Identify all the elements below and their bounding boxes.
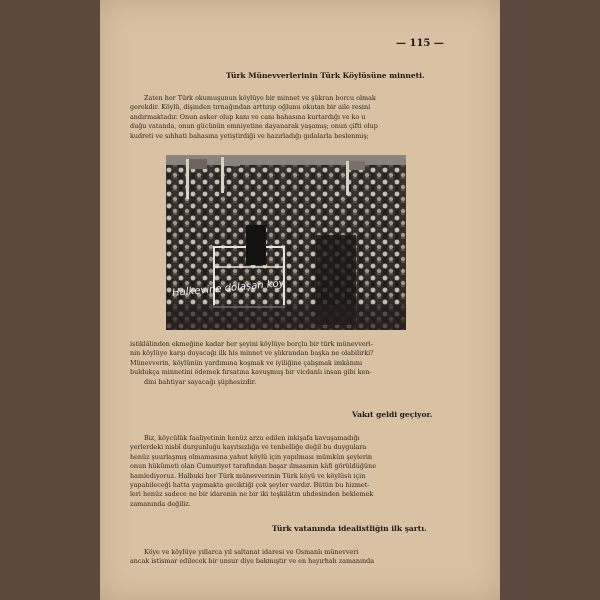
text-line: leri henüz sadece ne bir idarenin ne bir iki teşkilâtın uhdesinden beklemek	[130, 490, 374, 499]
text-line: buldukça minnetini ödemek fırsatına kavuşmuş bir vicdanlı insan gibi ken-	[130, 368, 372, 377]
text-line: yapabileceği hatta yapmakta geciktiği çok şeyler vardır. Bütün bu hizmet-	[130, 481, 370, 490]
book-page	[100, 0, 500, 600]
page-number: — 115 —	[396, 38, 444, 49]
text-line: Zaten her Türk okumuşunun köylüye bir minnet ve şükran borcu olmak	[144, 94, 376, 102]
section-heading-vakit: Vakıt geldi geçiyor.	[352, 410, 433, 419]
paragraph-3	[130, 434, 476, 509]
text-line: hamlediyoruz. Halbuki her Türk münevverinin Türk köyü ve köylüsü için	[130, 471, 366, 480]
text-line: ancak istismar edilecek bir unsur diye bakmıştır ve en hayırhah zamanında	[130, 557, 375, 566]
paragraph-4	[130, 548, 476, 567]
text-line: zamanında değiliz.	[130, 499, 191, 508]
text-line: duğu vatanda, onun gücünün emniyetine dayanarak yaşamış; onun çifti olup	[130, 122, 378, 131]
text-line: yerlerdeki nisbî durgunluğu kayıtsızlığa ve tenbelliğe değil bu duygulara	[130, 443, 367, 452]
photo-caption: Halkevine dolaşan köy	[171, 278, 286, 299]
text-line: istiklâlinden ekmeğine kadar her şeyini köylüye borçlu bir türk münevveri-	[130, 340, 373, 348]
text-line: nin köylüye karşı duyacağı ilk his minnet ve şükrandan başka ne olabilirki?	[130, 349, 374, 358]
text-line: kudreti ve sıhhati bahasına yetiştirdiği ve hazırladığı gıdalarla beslenmiş;	[130, 131, 369, 140]
paragraph-1	[130, 94, 476, 141]
text-line: andırmaktadır. Onun asker olup kanı ve canı bahasına kurtardığı ve ko u	[130, 112, 366, 121]
text-line: henüz şuurlaşmış olmamasına yahut köylü için yapılması mümkün şeylerin	[130, 452, 373, 461]
text-line: Biz, köycülük faaliyetinin henüz arzu edilen inkişafa kavuşamadığı	[144, 434, 360, 442]
text-line: onun hükümeti olan Cumuriyet tarafından başar ılmasının kâfi görüldüğüne	[130, 462, 376, 471]
section-heading-idealistlik: Türk vatanında idealistliğin ilk şartı.	[272, 524, 427, 533]
section-heading-minnet: Türk Münevverlerinin Türk Köylüsüne minneti.	[226, 71, 425, 80]
text-line: Köye ve köylüye yıllarca yıl saltanat idaresi ve Osmanlı münevveri	[144, 548, 359, 556]
text-line: dini bahtiyar sayacağı şüphesizdir.	[144, 377, 257, 386]
text-line: Münevverin, köylünün yardımına koşmak ve iyiliğine çalışmak imkânını	[130, 358, 363, 367]
text-line: gerekdir. Köylü, dişinden tırnağından arttırıp oğlunu okutan bir aile resini	[130, 103, 371, 112]
crowd-photo	[166, 155, 406, 330]
paragraph-2	[130, 340, 476, 387]
